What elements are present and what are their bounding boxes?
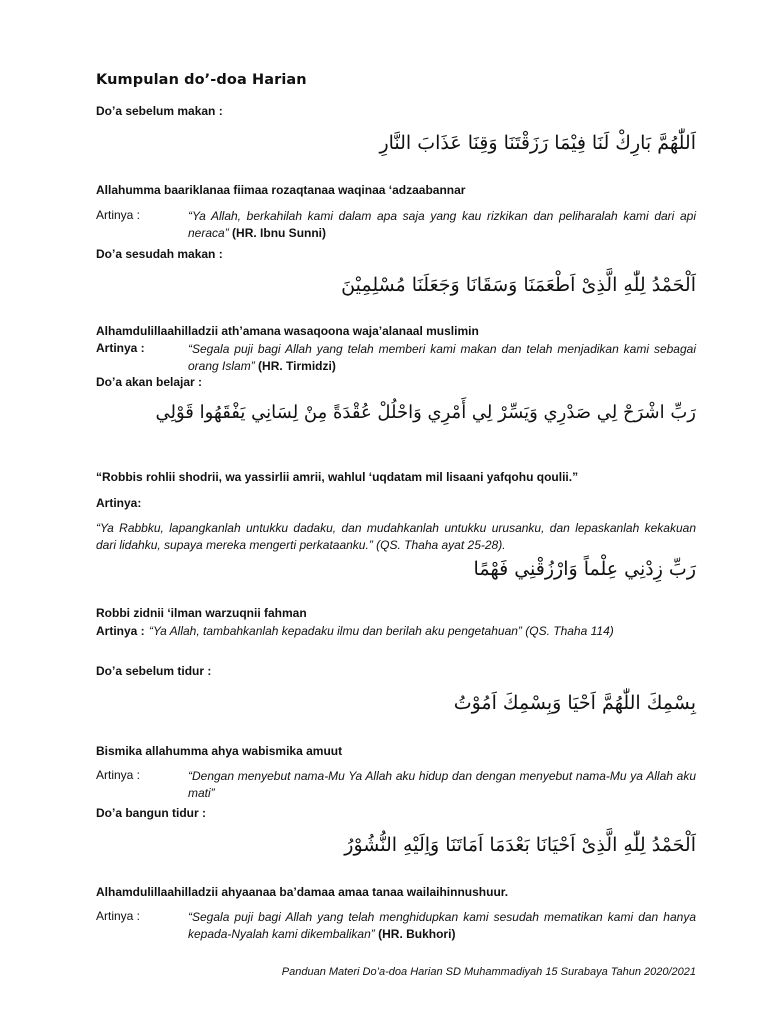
artinya-label: Artinya : [96, 341, 145, 355]
meaning-sebelum-tidur: “Dengan menyebut nama-Mu Ya Allah aku hidup dan dengan menyebut nama-Mu ya Allah aku mati” [188, 769, 696, 800]
meaning-tambah-ilmu: “Ya Allah, tambahkanlah kepadaku ilmu dan berilah aku pengetahuan” (QS. Thaha 114) [149, 624, 614, 638]
transliteration-sebelum-tidur: Bismika allahumma ahya wabismika amuut [96, 744, 343, 758]
arabic-text-sesudah-makan: اَلْحَمْدُ لِلّٰهِ الَّذِىْ اَطْعَمَنَا وَسَقَانَا وَجَعَلَنَا مُسْلِمِيْنَ [341, 274, 696, 296]
page-footer: Panduan Materi Do’a-doa Harian SD Muhammadiyah 15 Surabaya Tahun 2020/2021 [281, 966, 696, 978]
section-heading-akan-belajar: Do’a akan belajar : [96, 375, 203, 389]
meaning-sesudah-makan: “Segala puji bagi Allah yang telah memberi kami makan dan telah menjadikan kami sebagai orang Islam” (HR. Tirmidzi) [188, 342, 696, 373]
section-heading-bangun-tidur: Do’a bangun tidur : [96, 806, 206, 820]
meaning-sebelum-makan: “Ya Allah, berkahilah kami dalam apa saja yang kau rizkikan dan peliharalah kami dari api neraca” (HR. Ibnu Sunni) [188, 209, 696, 240]
meaning-akan-belajar: “Ya Rabbku, lapangkanlah untukku dadaku, dan mudahkanlah untukku urusanku, dan lepaskanlah kekakuan dari lidahku, supaya mereka mengerti perkataanku.” (QS. Thaha ayat 25-28). [96, 521, 696, 552]
hadith-source: (HR. Ibnu Sunni) [232, 226, 327, 240]
artinya-label: Artinya : [96, 909, 141, 923]
transliteration-tambah-ilmu: Robbi zidnii ‘ilman warzuqnii fahman [96, 606, 307, 620]
artinya-label: Artinya : [96, 768, 141, 782]
artinya-label: Artinya: [96, 496, 142, 510]
page-title: Kumpulan do’-doa Harian [96, 72, 307, 88]
arabic-text-sebelum-tidur: بِسْمِكَ اللّٰهُمَّ اَحْيَا وَبِسْمِكَ اَمُوْتُ [453, 692, 696, 714]
arabic-text-bangun-tidur: اَلْحَمْدُ لِلّٰهِ الَّذِىْ اَحْيَانَا بَعْدَمَا اَمَاتَنَا وَاِلَيْهِ النُّشُوْرُ [344, 834, 696, 856]
transliteration-sesudah-makan: Alhamdulillaahilladzii ath’amana wasaqoona waja’alanaal muslimin [96, 324, 479, 338]
artinya-label: Artinya : [96, 624, 145, 638]
hadith-source: (HR. Bukhori) [378, 927, 456, 941]
artinya-label: Artinya : [96, 208, 141, 222]
transliteration-bangun-tidur: Alhamdulillaahilladzii ahyaanaa ba’damaa amaa tanaa wailaihinnushuur. [96, 885, 509, 899]
meaning-bangun-tidur: “Segala puji bagi Allah yang telah menghidupkan kami sesudah mematikan kami dan hanya kepada-Nyalah kami dikembalikan” (HR. Bukhori) [188, 910, 696, 941]
arabic-text-tambah-ilmu: رَبِّ زِدْنِي عِلْماً وَارْزُقْنِي فَهْمًا [473, 558, 696, 580]
hadith-source: (HR. Tirmidzi) [258, 359, 336, 373]
section-heading-sebelum-makan: Do’a sebelum makan : [96, 104, 223, 118]
arabic-text-akan-belajar: رَبِّ اشْرَحْ لِي صَدْرِي وَيَسِّرْ لِي أَمْرِي وَاحْلُلْ عُقْدَةً مِنْ لِسَانِي يَفْقَهُوا قَوْلِي [155, 402, 696, 423]
arabic-text-sebelum-makan: اَللّٰهُمَّ بَارِكْ لَنَا فِيْمَا رَزَقْتَنَا وَقِنَا عَذَابَ النَّارِ [379, 132, 696, 154]
section-heading-sebelum-tidur: Do’a sebelum tidur : [96, 664, 212, 678]
section-heading-sesudah-makan: Do’a sesudah makan : [96, 247, 223, 261]
transliteration-akan-belajar: “Robbis rohlii shodrii, wa yassirlii amrii, wahlul ‘uqdatam mil lisaani yafqohu qoulii.” [96, 470, 579, 484]
transliteration-sebelum-makan: Allahumma baariklanaa fiimaa rozaqtanaa waqinaa ‘adzaabannar [96, 183, 466, 197]
